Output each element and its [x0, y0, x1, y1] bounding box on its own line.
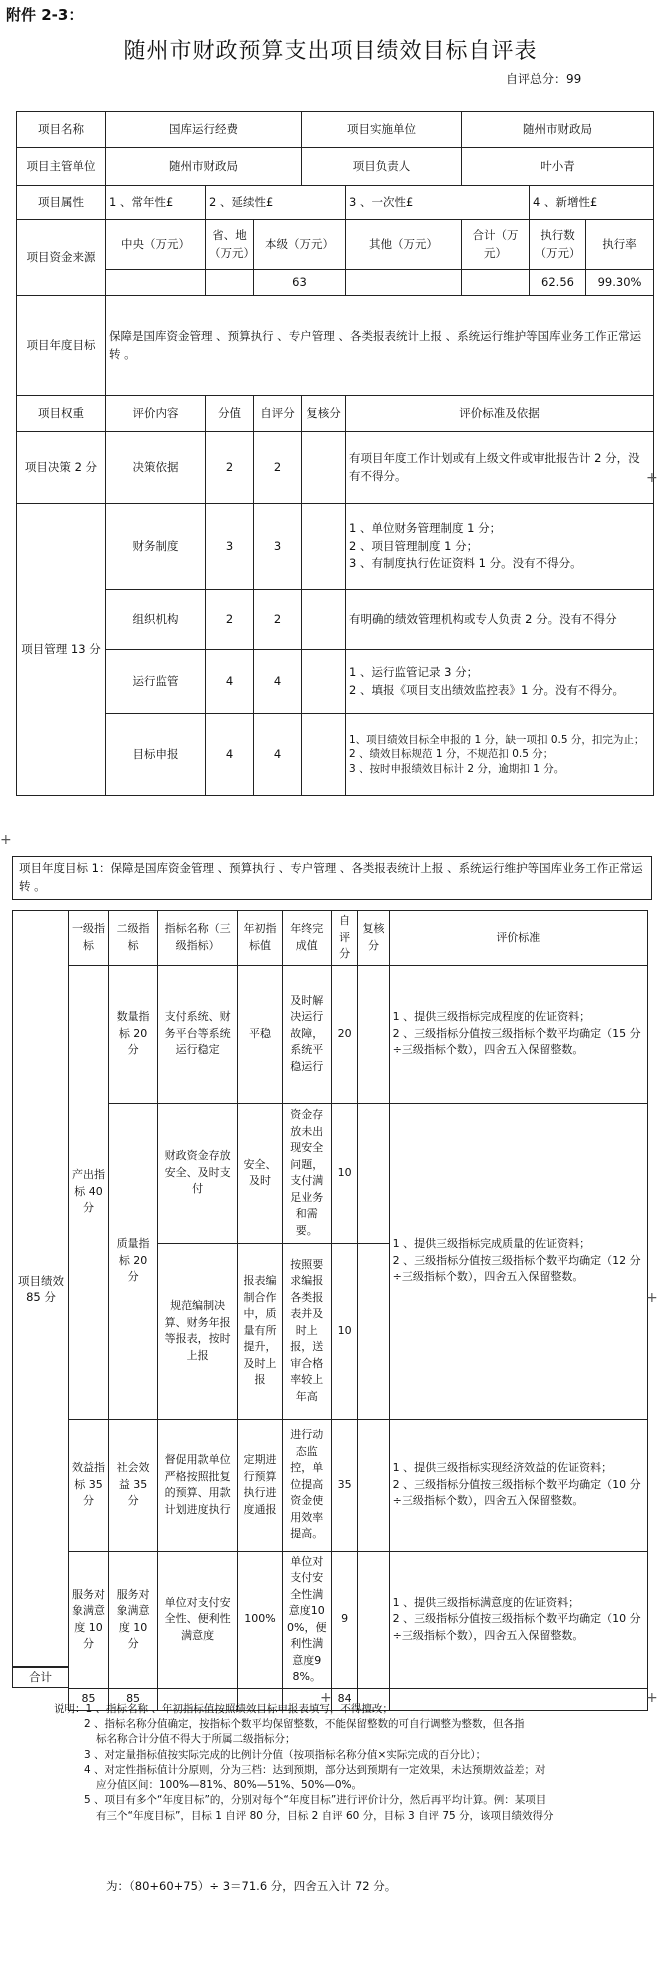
- weight-header-score: 分值: [206, 396, 254, 432]
- attr-option-3[interactable]: 3 、一次性£: [346, 186, 530, 220]
- decision-standard: 有项目年度工作计划或有上级文件或审批报告计 2 分，没有不得分。: [346, 432, 654, 504]
- expand-plus-icon[interactable]: +: [0, 832, 12, 848]
- mgmt-item-1: 财务制度: [106, 504, 206, 590]
- qty-label: 数量指标 20 分: [109, 965, 158, 1103]
- fund-header-other: 其他（万元）: [346, 220, 462, 270]
- total-score: 自评总分：99: [506, 72, 582, 86]
- output-label: 产出指标 40 分: [69, 965, 109, 1419]
- fund-value-total: [462, 270, 530, 296]
- leader: 叶小青: [462, 148, 654, 186]
- attr-option-2[interactable]: 2 、延续性£: [206, 186, 346, 220]
- benefit-actual: 进行动态监控，单位提高资金使用效率提高。: [282, 1419, 331, 1551]
- benefit-self: 35: [331, 1419, 358, 1551]
- perf-outer-label: 项目绩效 85 分: [12, 910, 69, 1668]
- mgmt-item-2: 组织机构: [106, 590, 206, 650]
- service-target: 100%: [238, 1551, 283, 1688]
- qty-review: [358, 965, 389, 1103]
- mgmt-review-3: [302, 650, 346, 714]
- mgmt-score-3: 4: [206, 650, 254, 714]
- perf-header-l1: 一级指标: [69, 911, 109, 966]
- service-actual: 单位对支付安全性满意度100%，便利性满意度98%。: [282, 1551, 331, 1688]
- management-label: 项目管理 13 分: [17, 504, 106, 796]
- service-self: 9: [331, 1551, 358, 1688]
- qty-name: 支付系统、财务平台等系统运行稳定: [158, 965, 238, 1103]
- fund-label: 项目资金来源: [17, 220, 106, 296]
- total-value-2: 85: [109, 1688, 158, 1710]
- attr-option-4[interactable]: 4 、新增性£: [530, 186, 654, 220]
- weight-header-self: 自评分: [254, 396, 302, 432]
- benefit-sub: 社会效益 35 分: [109, 1419, 158, 1551]
- qual1-name: 财政资金存放安全、及时支付: [158, 1103, 238, 1243]
- qual2-actual: 按照要求编报各类报表并及时上报，送审合格率较上年高: [282, 1243, 331, 1419]
- mgmt-standard-3: 1 、运行监管记录 3 分； 2 、填报《项目支出绩效监控表》1 分。没有不得分。: [346, 650, 654, 714]
- qual1-target: 安全、及时: [238, 1103, 283, 1243]
- benefit-target: 定期进行预算执行进度通报: [238, 1419, 283, 1551]
- total-label: 合计: [12, 1666, 69, 1688]
- decision-score: 2: [206, 432, 254, 504]
- annual-goal: 保障是国库资金管理 、预算执行 、专户管理 、各类报表统计上报 、系统运行维护等国库业务工作正常运转 。: [106, 296, 654, 396]
- qual1-actual: 资金存放未出现安全问题，支付满足业务和需要。: [282, 1103, 331, 1243]
- leader-label: 项目负责人: [302, 148, 462, 186]
- service-name: 单位对支付安全性、便利性满意度: [158, 1551, 238, 1688]
- basic-info-table: [16, 111, 654, 796]
- fund-value-executed: 62.56: [530, 270, 586, 296]
- mgmt-review-2: [302, 590, 346, 650]
- fund-value-other: [346, 270, 462, 296]
- super-unit-label: 项目主管单位: [17, 148, 106, 186]
- fund-value-central: [106, 270, 206, 296]
- notes-footer: 为：（80+60+75）÷ 3＝71.6 分，四舍五入计 72 分。: [106, 1879, 397, 1893]
- qual1-review: [358, 1103, 389, 1243]
- perf-header-target: 年初指标值: [238, 911, 283, 966]
- mgmt-score-4: 4: [206, 714, 254, 796]
- mgmt-score-1: 3: [206, 504, 254, 590]
- perf-header-self: 自评分: [331, 911, 358, 966]
- qual1-self: 10: [331, 1103, 358, 1243]
- impl-unit: 随州市财政局: [462, 112, 654, 148]
- mgmt-self-2: 2: [254, 590, 302, 650]
- qual2-self: 10: [331, 1243, 358, 1419]
- benefit-standard: 1 、提供三级指标实现经济效益的佐证资料； 2 、三级指标分值按三级指标个数平均确定（10 分÷三级指标个数），四舍五入保留整数。: [389, 1419, 647, 1551]
- mgmt-item-3: 运行监管: [106, 650, 206, 714]
- mgmt-self-4: 4: [254, 714, 302, 796]
- perf-header-l2: 二级指标: [109, 911, 158, 966]
- qual-label: 质量指标 20 分: [109, 1103, 158, 1419]
- qual2-target: 报表编制合作中，质量有所提升，及时上报: [238, 1243, 283, 1419]
- add-row-plus-icon-3[interactable]: +: [646, 1690, 658, 1706]
- page-title: 随州市财政预算支出项目绩效目标自评表: [123, 39, 538, 64]
- performance-table: [68, 910, 648, 1711]
- annual-goal-label: 项目年度目标: [17, 296, 106, 396]
- weight-header-weight: 项目权重: [17, 396, 106, 432]
- attr-option-1[interactable]: 1 、常年性£: [106, 186, 206, 220]
- qty-target: 平稳: [238, 965, 283, 1103]
- mgmt-score-2: 2: [206, 590, 254, 650]
- benefit-review: [358, 1419, 389, 1551]
- benefit-label: 效益指标 35 分: [69, 1419, 109, 1551]
- project-name-label: 项目名称: [17, 112, 106, 148]
- fund-header-province: 省、地（万元）: [206, 220, 254, 270]
- insert-plus-icon[interactable]: +: [320, 1690, 332, 1706]
- fund-value-local: 63: [254, 270, 346, 296]
- fund-header-local: 本级（万元）: [254, 220, 346, 270]
- weight-header-standard: 评价标准及依据: [346, 396, 654, 432]
- add-row-plus-icon[interactable]: +: [646, 470, 658, 486]
- notes-section: 说明：1 、指标名称 、年初指标值按照绩效目标申报表填写，不得擅改； 2 、指标名称分值确定，按指标个数平均保留整数，不能保留整数的可自行调整为整数，但各指 标名称合计分值不得大于所属二级指标分； 3 、对定量指标值按实际完成的比例计分值（按项指标名称分值×实际完成的百分比）； 4 、对定性指标值计分原则，分为三档：达到预期，部分达到预期有一定效果，未达预期效益差；对 应分值区间：100%—81%、80%—51%、50%—0%。 5 、项目有多个“年度目标”的，分别对每个“年度目标”进行评价计分，然后再平均计算。例：某项目 有三个“年度目标”，目标 1 自评 80 分，目标 2 自评 60 分，目标 3 自评 75 分，该项目绩效得分: [54, 1703, 554, 1822]
- benefit-name: 督促用款单位严格按照批复的预算、用款计划进度执行: [158, 1419, 238, 1551]
- perf-header-actual: 年终完成值: [282, 911, 331, 966]
- super-unit: 随州市财政局: [106, 148, 302, 186]
- total-value-1: 85: [69, 1688, 109, 1710]
- decision-label: 项目决策 2 分: [17, 432, 106, 504]
- mgmt-item-4: 目标申报: [106, 714, 206, 796]
- perf-header-review: 复核分: [358, 911, 389, 966]
- project-name: 国库运行经费: [106, 112, 302, 148]
- qty-standard: 1 、提供三级指标完成程度的佐证资料； 2 、三级指标分值按三级指标个数平均确定（15 分÷三级指标个数），四舍五入保留整数。: [389, 965, 647, 1103]
- total-self: 84: [331, 1688, 358, 1710]
- impl-unit-label: 项目实施单位: [302, 112, 462, 148]
- annual-goal-1-row: 项目年度目标 1：保障是国库资金管理 、预算执行 、专户管理 、各类报表统计上报 、系统运行维护等国库业务工作正常运转 。: [12, 856, 652, 900]
- add-row-plus-icon-2[interactable]: +: [646, 1290, 658, 1306]
- mgmt-review-1: [302, 504, 346, 590]
- qual2-name: 规范编制决算、财务年报等报表，按时上报: [158, 1243, 238, 1419]
- qty-self: 20: [331, 965, 358, 1103]
- service-sub: 服务对象满意度 10 分: [109, 1551, 158, 1688]
- mgmt-self-3: 4: [254, 650, 302, 714]
- mgmt-self-1: 3: [254, 504, 302, 590]
- qty-actual: 及时解决运行故障，系统平稳运行: [282, 965, 331, 1103]
- service-standard: 1 、提供三级指标满意度的佐证资料； 2 、三级指标分值按三级指标个数平均确定（10 分÷三级指标个数），四舍五入保留整数。: [389, 1551, 647, 1688]
- qual-standard: 1 、提供三级指标完成质量的佐证资料； 2 、三级指标分值按三级指标个数平均确定（12 分÷三级指标个数），四舍五入保留整数。: [389, 1103, 647, 1419]
- decision-item: 决策依据: [106, 432, 206, 504]
- fund-value-province: [206, 270, 254, 296]
- notes-prefix: 说明：: [54, 1703, 86, 1715]
- perf-header-standard: 评价标准: [389, 911, 647, 966]
- fund-header-executed: 执行数（万元）: [530, 220, 586, 270]
- fund-value-rate: 99.30%: [586, 270, 654, 296]
- fund-header-central: 中央（万元）: [106, 220, 206, 270]
- weight-header-content: 评价内容: [106, 396, 206, 432]
- perf-header-l3: 指标名称（三级指标）: [158, 911, 238, 966]
- fund-header-rate: 执行率: [586, 220, 654, 270]
- mgmt-review-4: [302, 714, 346, 796]
- fund-header-total: 合计（万元）: [462, 220, 530, 270]
- mgmt-standard-4: 1、项目绩效目标全申报的 1 分，缺一项扣 0.5 分，扣完为止； 2 、绩效目标规范 1 分，不规范扣 0.5 分； 3 、按时申报绩效目标计 2 分，逾期扣 1 分。: [346, 714, 654, 796]
- attachment-label: 附件 2-3：: [6, 6, 84, 24]
- decision-review: [302, 432, 346, 504]
- qual2-review: [358, 1243, 389, 1419]
- decision-self: 2: [254, 432, 302, 504]
- mgmt-standard-2: 有明确的绩效管理机构或专人负责 2 分。没有不得分: [346, 590, 654, 650]
- attr-label: 项目属性: [17, 186, 106, 220]
- service-review: [358, 1551, 389, 1688]
- service-label: 服务对象满意度 10 分: [69, 1551, 109, 1688]
- mgmt-standard-1: 1 、单位财务管理制度 1 分； 2 、项目管理制度 1 分； 3 、有制度执行佐证资料 1 分。没有不得分。: [346, 504, 654, 590]
- weight-header-review: 复核分: [302, 396, 346, 432]
